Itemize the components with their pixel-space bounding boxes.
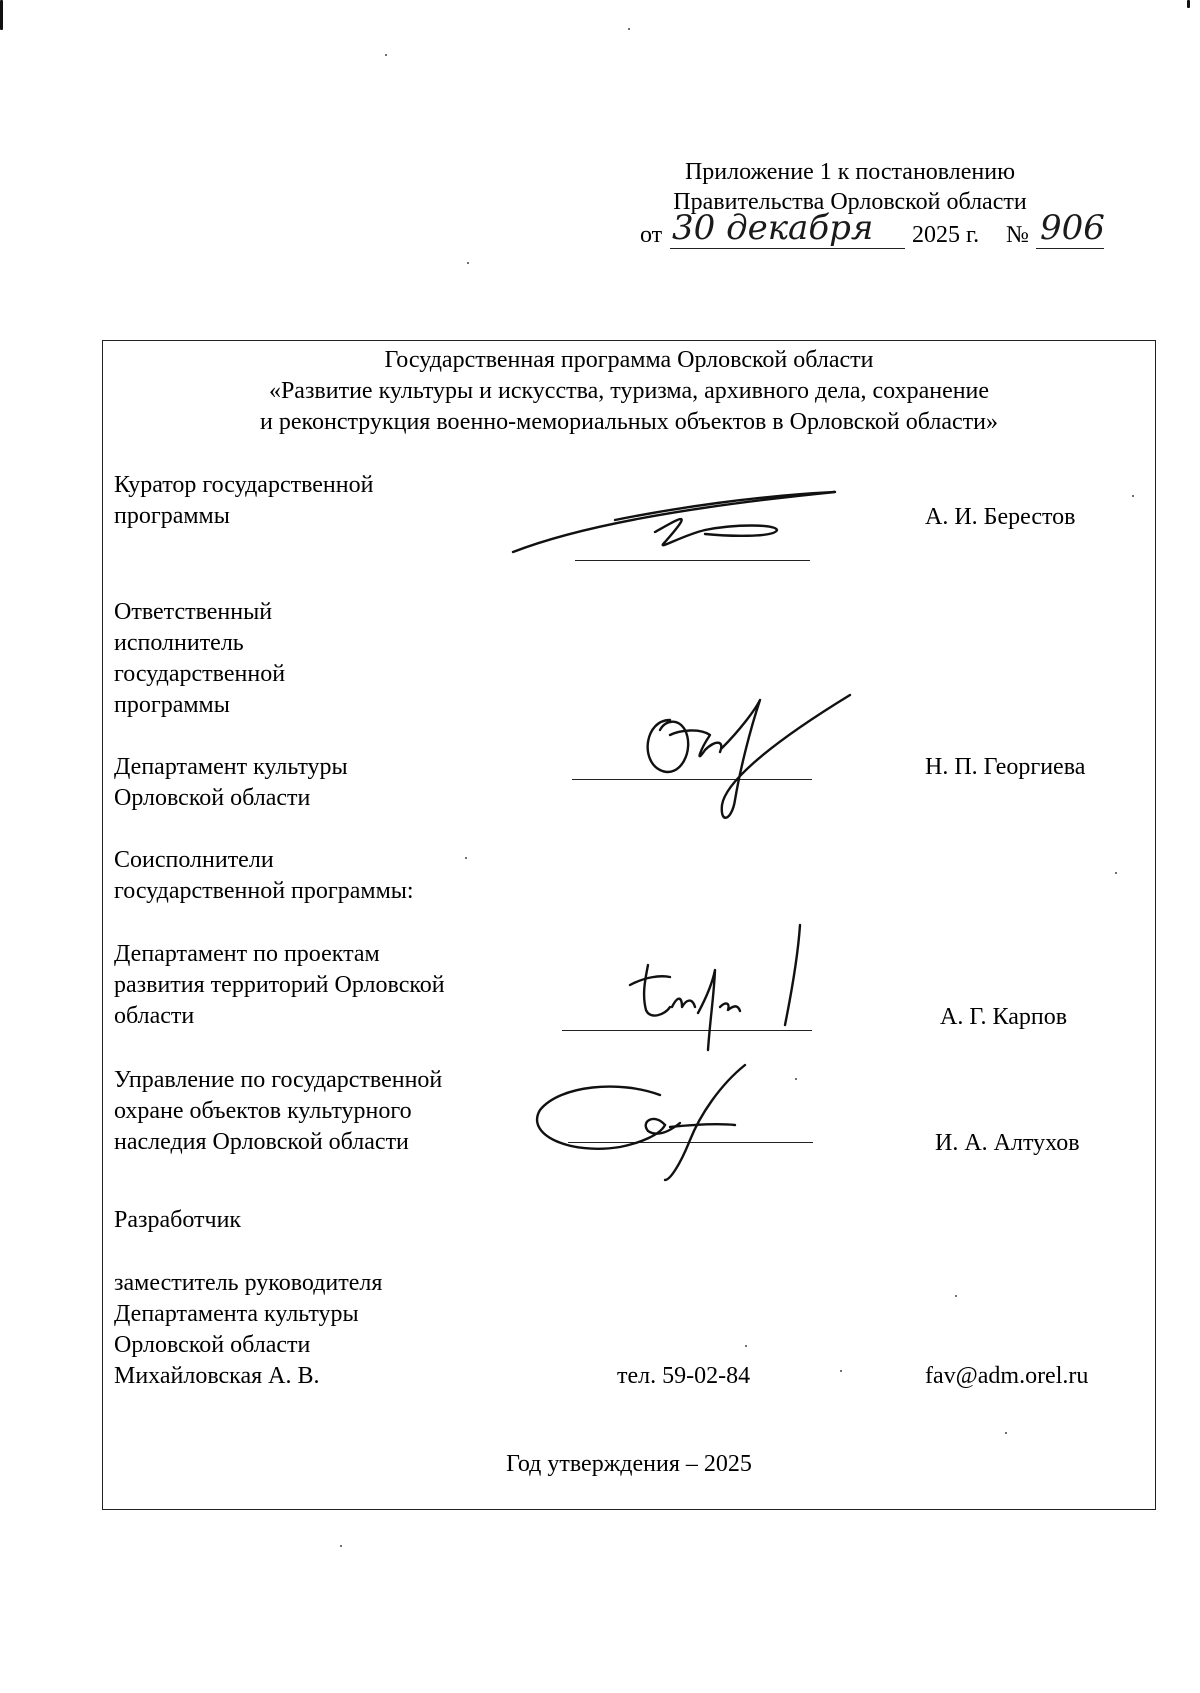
developer-phone: тел. 59-02-84 xyxy=(617,1363,751,1389)
responsible-name: Н. П. Георгиева xyxy=(925,754,1086,780)
developer-line-3: Орловской области xyxy=(114,1332,311,1358)
coexecutors-label-line-1: Соисполнители xyxy=(114,847,274,873)
responsible-label-line-2: исполнитель xyxy=(114,630,244,656)
number-underline xyxy=(1036,248,1104,249)
coexecutor-2-org-line-1: Управление по государственной xyxy=(114,1067,443,1093)
scan-speck xyxy=(628,28,630,30)
responsible-org-line-1: Департамент культуры xyxy=(114,754,348,780)
developer-line-4: Михайловская А. В. xyxy=(114,1363,320,1389)
date-underline xyxy=(670,248,905,249)
scan-speck xyxy=(795,1078,797,1080)
scan-speck xyxy=(1115,872,1117,874)
appendix-line-1: Приложение 1 к постановлению xyxy=(684,159,1016,185)
curator-signature xyxy=(505,480,845,570)
developer-email: fav@adm.orel.ru xyxy=(925,1363,1089,1389)
appendix-line-2: Правительства Орловской области xyxy=(673,189,1027,215)
program-title-line-1: Государственная программа Орловской области xyxy=(384,347,874,373)
curator-name: А. И. Берестов xyxy=(925,504,1076,530)
responsible-label-line-4: программы xyxy=(114,692,230,718)
developer-line-1: заместитель руководителя xyxy=(114,1270,383,1296)
scan-speck xyxy=(955,1295,957,1297)
responsible-label-line-1: Ответственный xyxy=(114,599,273,625)
handwritten-number: 906 xyxy=(1040,208,1105,248)
coexecutor-1-org-line-2: развития территорий Орловской xyxy=(114,972,445,998)
responsible-signature xyxy=(640,690,860,830)
number-prefix: № xyxy=(1006,222,1029,248)
scan-speck xyxy=(467,262,469,264)
coexecutors-label-line-2: государственной программы: xyxy=(114,878,414,904)
scan-speck xyxy=(1132,495,1134,497)
responsible-org-line-2: Орловской области xyxy=(114,785,311,811)
program-title-line-2: «Развитие культуры и искусства, туризма, архивного дела, сохранение xyxy=(268,378,990,404)
coexecutor-2-name: И. А. Алтухов xyxy=(935,1130,1080,1156)
curator-label-line-2: программы xyxy=(114,503,230,529)
program-title-line-3: и реконструкция военно-мемориальных объектов в Орловской области» xyxy=(260,409,998,435)
year-text: 2025 г. xyxy=(912,222,980,248)
date-prefix: от xyxy=(640,222,663,248)
scan-speck xyxy=(465,857,467,859)
curator-label-line-1: Куратор государственной xyxy=(114,472,374,498)
approval-year: Год утверждения – 2025 xyxy=(506,1451,752,1477)
handwritten-date: 30 декабря xyxy=(672,208,874,248)
scan-speck xyxy=(340,1545,342,1547)
coexecutor-2-signature xyxy=(530,1055,770,1185)
scan-speck xyxy=(385,54,387,56)
coexecutor-1-org-line-3: области xyxy=(114,1003,195,1029)
scan-edge-mark xyxy=(0,0,3,30)
developer-label: Разработчик xyxy=(114,1207,242,1233)
scan-speck xyxy=(840,1370,842,1372)
scan-speck xyxy=(1005,1432,1007,1434)
scan-speck xyxy=(745,1345,747,1347)
coexecutor-2-org-line-3: наследия Орловской области xyxy=(114,1129,409,1155)
developer-line-2: Департамента культуры xyxy=(114,1301,359,1327)
coexecutor-1-name: А. Г. Карпов xyxy=(940,1004,1068,1030)
responsible-label-line-3: государственной xyxy=(114,661,286,687)
coexecutor-1-org-line-1: Департамент по проектам xyxy=(114,941,380,967)
scan-edge-mark xyxy=(1187,0,1190,8)
coexecutor-2-org-line-2: охране объектов культурного xyxy=(114,1098,412,1124)
coexecutor-1-signature xyxy=(620,915,820,1055)
